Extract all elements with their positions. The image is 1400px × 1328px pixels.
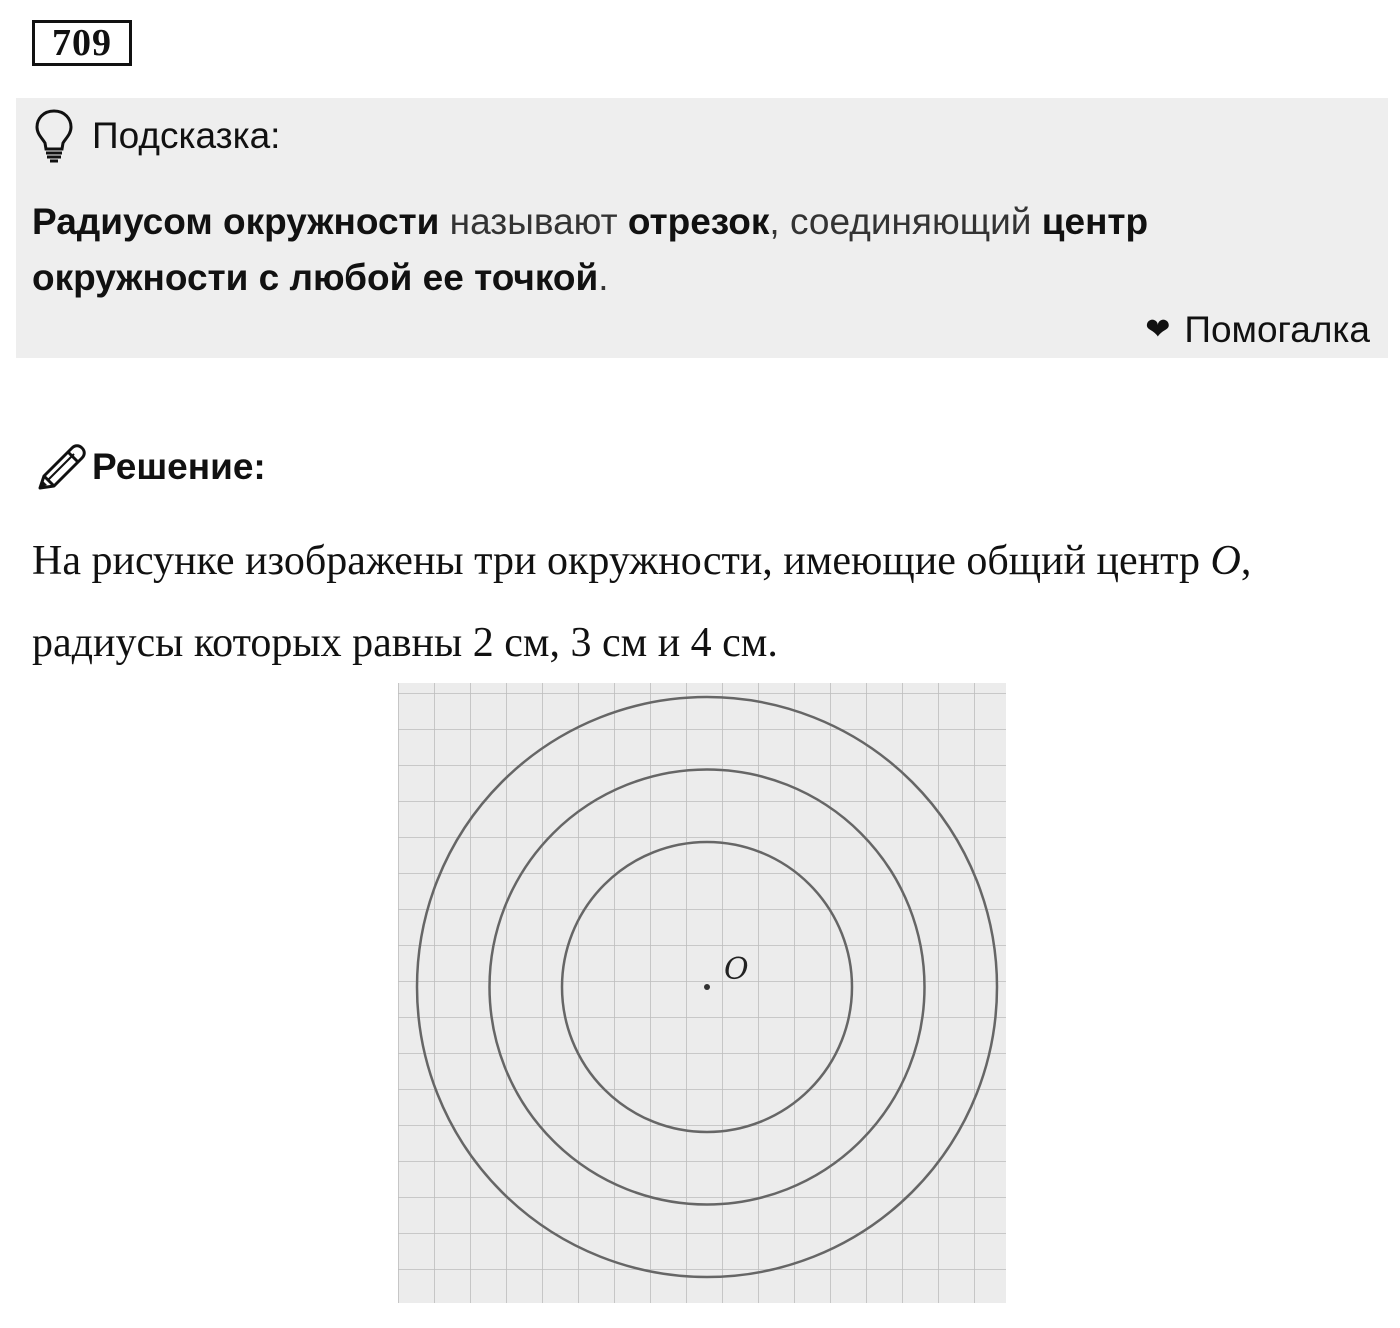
solution-text-part: На рисунке изображены три окружности, имеющие общий центр <box>32 538 1211 584</box>
concentric-circles-figure <box>398 683 1006 1303</box>
pencil-icon <box>34 440 88 494</box>
hint-title: Подсказка: <box>92 115 281 156</box>
solution-text-part: , радиусы которых равны 2 см, 3 см и 4 см. <box>32 538 1252 666</box>
hint-text-part: , соединяющий <box>769 201 1042 242</box>
solution-title: Решение: <box>92 446 266 487</box>
lightbulb-icon <box>34 108 74 164</box>
hint-term-center: центр окружности с любой ее точкой <box>32 201 1149 298</box>
solution-text <box>32 520 1382 684</box>
hint-text <box>32 194 1352 306</box>
hint-header <box>34 108 280 164</box>
solution-header <box>34 440 266 494</box>
helper-link[interactable] <box>1145 306 1370 354</box>
center-letter: O <box>1210 538 1241 584</box>
hint-text-part: . <box>598 257 609 298</box>
helper-label: Помогалка <box>1184 309 1370 350</box>
center-label: O <box>724 952 749 987</box>
figure-svg <box>398 683 1006 1303</box>
hint-term-radius: Радиусом окружности <box>32 201 440 242</box>
task-number: 709 <box>32 20 132 66</box>
hint-text-part: называют <box>439 201 628 242</box>
heart-icon: ❤ <box>1145 313 1171 346</box>
hint-box <box>16 98 1388 358</box>
center-point <box>704 984 710 990</box>
hint-term-segment: отрезок <box>627 201 770 242</box>
